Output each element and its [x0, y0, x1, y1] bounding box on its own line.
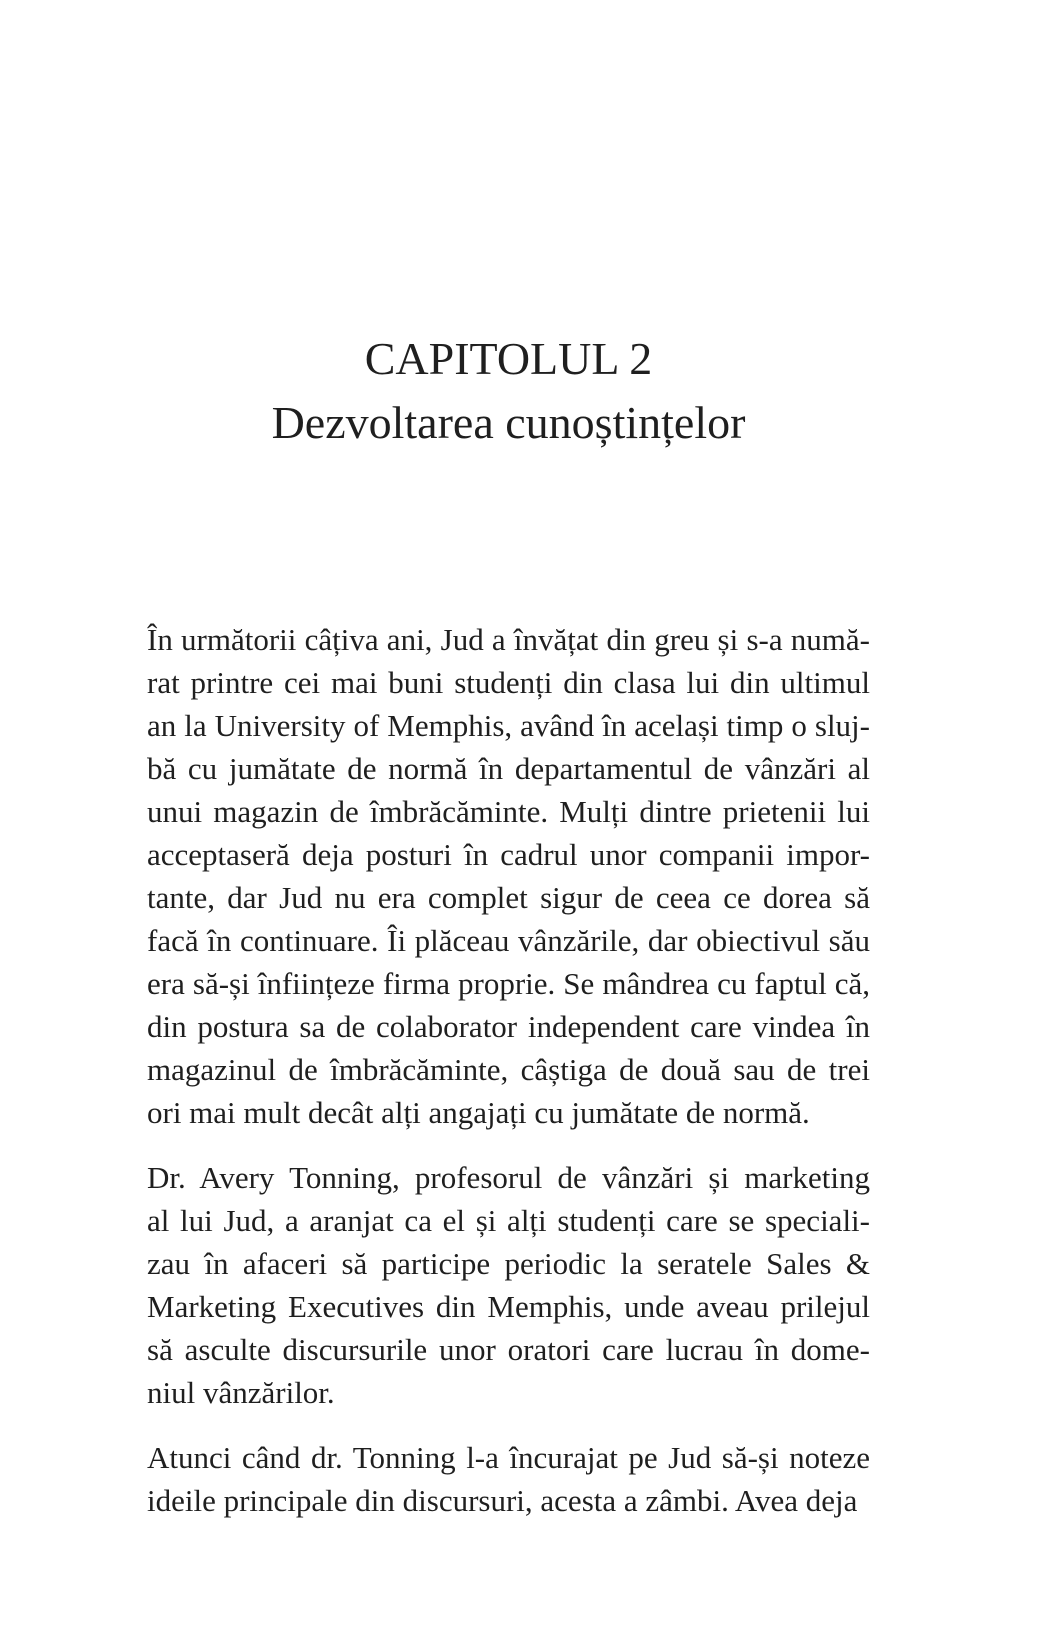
text-line: niul vânzărilor.	[147, 1375, 335, 1410]
chapter-title: Dezvoltarea cunoștințelor	[271, 397, 746, 448]
text-line: Atunci când dr. Tonning l-a încurajat pe Jud să-și noteze	[147, 1440, 870, 1475]
text-line: al lui Jud, a aranjat ca el și alți studenți care se speciali-	[147, 1203, 870, 1238]
text-line: an la University of Memphis, având în același timp o sluj-	[147, 708, 870, 743]
text-line: Marketing Executives din Memphis, unde aveau prilejul	[147, 1289, 870, 1324]
text-line: din postura sa de colaborator independent care vindea în	[147, 1009, 870, 1044]
text-line: acceptaseră deja posturi în cadrul unor companii impor-	[147, 837, 870, 872]
paragraph	[147, 618, 870, 1134]
text-line: era să-și înființeze firma proprie. Se mândrea cu faptul că,	[147, 966, 870, 1001]
text-line: zau în afaceri să participe periodic la seratele Sales &	[147, 1246, 870, 1281]
chapter-number: CAPITOLUL 2	[364, 333, 653, 384]
text-line: să asculte discursurile unor oratori care lucrau în dome-	[147, 1332, 870, 1367]
text-line: ideile principale din discursuri, acesta a zâmbi. Avea deja	[147, 1483, 858, 1518]
text-line: magazinul de îmbrăcăminte, câștiga de două sau de trei	[147, 1052, 870, 1087]
paragraph	[147, 1436, 870, 1522]
text-line: În următorii câțiva ani, Jud a învățat din greu și s-a numă-	[147, 622, 870, 657]
text-line: unui magazin de îmbrăcăminte. Mulți dintre prietenii lui	[147, 794, 870, 829]
text-line: tante, dar Jud nu era complet sigur de ceea ce dorea să	[147, 880, 870, 915]
text-line: ori mai mult decât alți angajați cu jumătate de normă.	[147, 1095, 810, 1130]
paragraph	[147, 1156, 870, 1414]
text-line: Dr. Avery Tonning, profesorul de vânzări și marketing	[147, 1160, 870, 1195]
text-line: rat printre cei mai buni studenți din clasa lui din ultimul	[147, 665, 870, 700]
text-line: bă cu jumătate de normă în departamentul de vânzări al	[147, 751, 870, 786]
body-text	[147, 618, 870, 1522]
text-line: facă în continuare. Îi plăceau vânzările, dar obiectivul său	[147, 923, 870, 958]
chapter-heading	[147, 333, 870, 448]
